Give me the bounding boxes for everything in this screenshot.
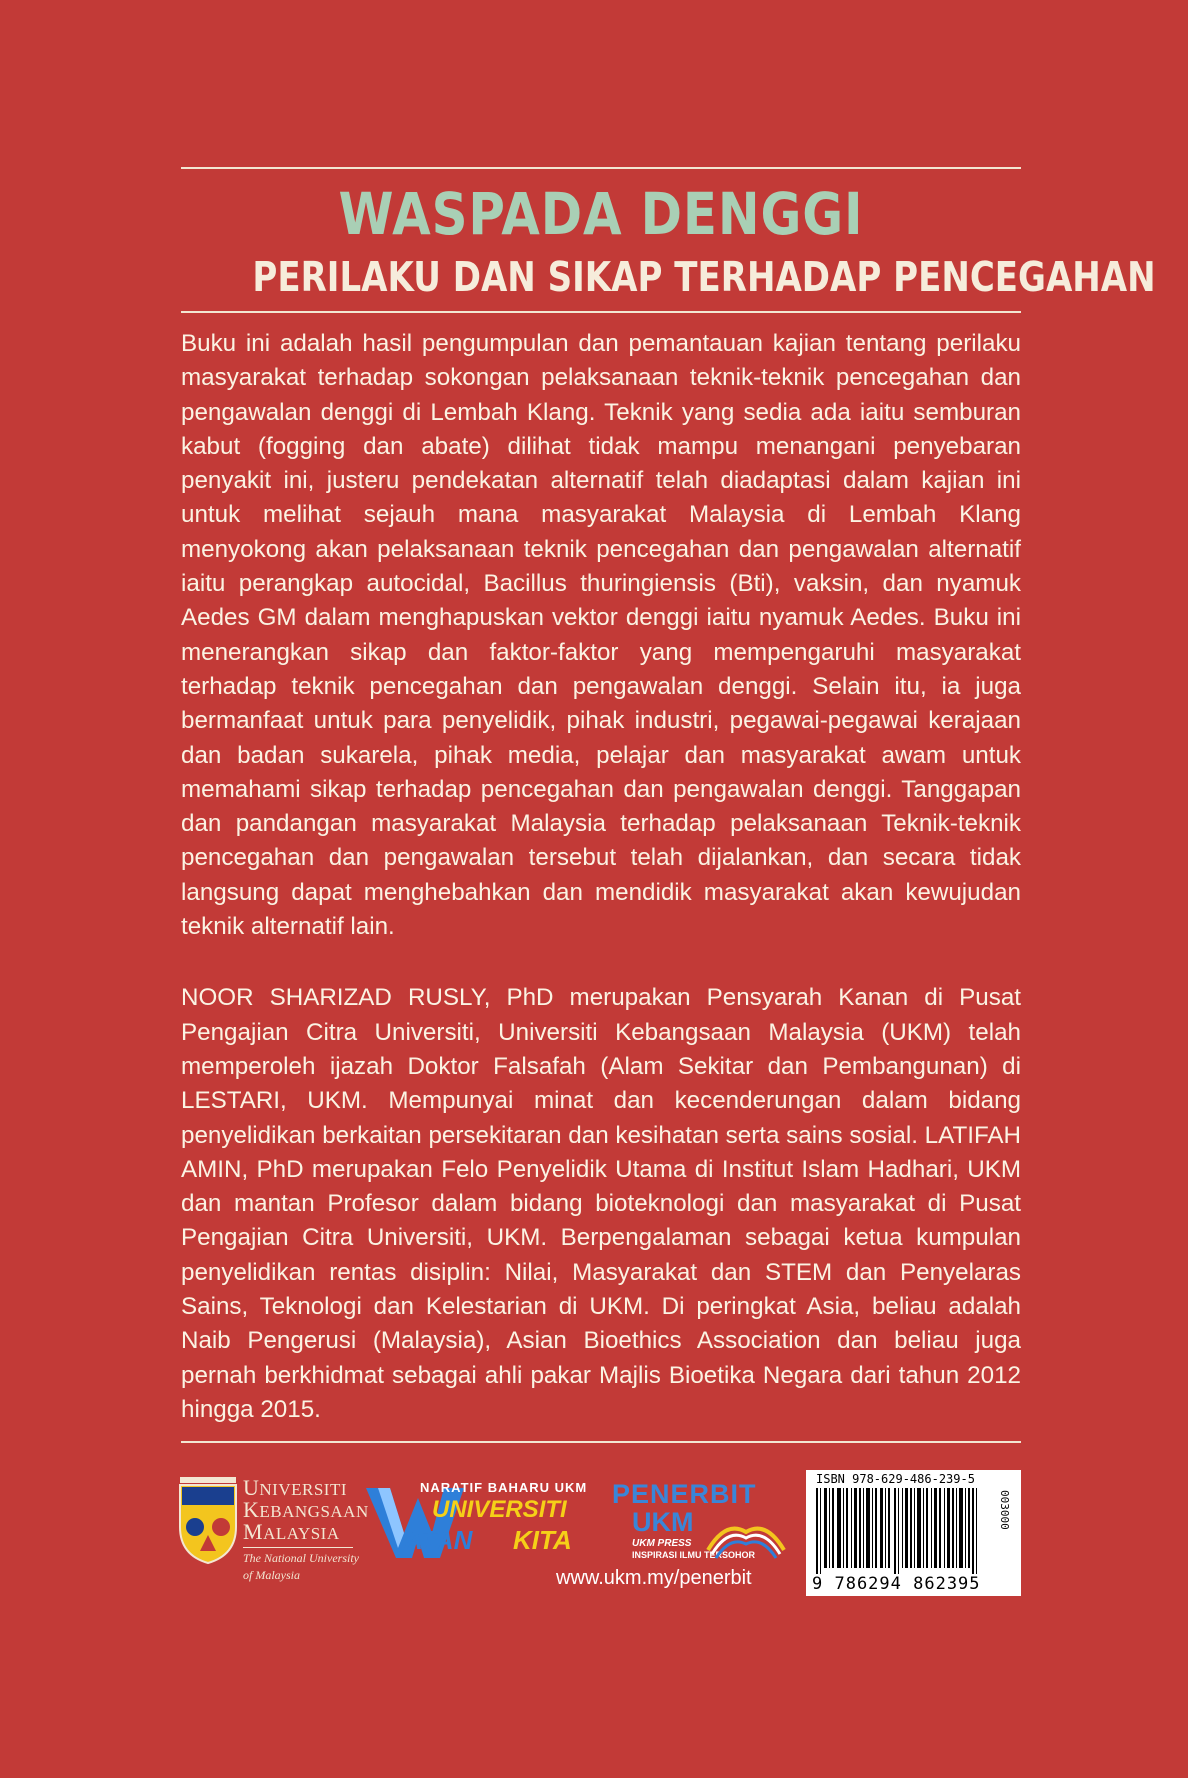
subtitle-rule bbox=[181, 311, 1021, 313]
ukm-wordmark bbox=[243, 1475, 369, 1582]
ukm-cap-m: M bbox=[243, 1519, 264, 1544]
ukm-press-label: UKM PRESS bbox=[632, 1538, 692, 1549]
ukm-line-1: NIVERSITI bbox=[259, 1480, 347, 1499]
cover-text-block bbox=[181, 167, 1156, 1427]
author-bio-paragraph: NOOR SHARIZAD RUSLY, PhD merupakan Pensyarah Kanan di Pusat Pengajian Citra Universiti, Universiti Kebangsaan Malaysia (UKM) telah memperoleh ijazah Doktor Falsafah (Alam Sekitar dan Pembangunan) di LESTARI, UKM. Mempunyai minat dan kecenderungan dalam bidang penyelidikan berkaitan persekitaran dan kesihatan serta sains sosial. LATIFAH AMIN, PhD merupakan Felo Penyelidik Utama di Institut Islam Hadhari, UKM dan mantan Profesor dalam bidang bioteknologi dan masyarakat di Pusat Pengajian Citra Universiti, UKM. Berpengalaman sebagai ketua kumpulan penyelidikan rentas disiplin: Nilai, Masyarakat dan STEM dan Penyelaras Sains, Teknologi dan Kelestarian di UKM. Di peringkat Asia, beliau adalah Naib Pengerusi (Malaysia), Asian Bioethics Association dan beliau juga pernah berkhidmat sebagai ahli pakar Majlis Bioetika Negara dari tahun 2012 hingga 2015. bbox=[181, 984, 1021, 1423]
ukm-tagline-2: of Malaysia bbox=[243, 1568, 300, 1582]
isbn-label: ISBN 978-629-486-239-5 bbox=[816, 1472, 975, 1486]
blurb-paragraph: Buku ini adalah hasil pengumpulan dan pemantauan kajian tentang perilaku masyarakat terhadap sokongan pelaksanaan teknik-teknik pencegahan dan pengawalan denggi di Lembah Klang. Teknik yang sedia ada iaitu semburan kabut (fogging dan abate) dilihat tidak mampu menangani penyebaran penyakit ini, justeru pendekatan alternatif telah diadaptasi dalam kajian ini untuk melihat sejauh mana masyarakat Malaysia di Lembah Klang menyokong akan pelaksanaan teknik pencegahan dan pengawalan alternatif iaitu perangkap autocidal, Bacillus thuringiensis (Bti), vaksin, dan nyamuk Aedes GM dalam menghapuskan vektor denggi iaitu nyamuk Aedes. Buku ini menerangkan sikap dan faktor-faktor yang mempengaruhi masyarakat terhadap teknik pencegahan dan pengawalan denggi. Selain itu, ia juga bermanfaat untuk para penyelidik, pihak industri, pegawai-pegawai kerajaan dan badan sukarela, pihak media, pelajar dan masyarakat awam untuk memahami sikap terhadap pencegahan dan pengawalan denggi. Tanggapan dan pandangan masyarakat Malaysia terhadap pelaksanaan Teknik-teknik pencegahan dan pengawalan tersebut telah dijalankan, dan secara tidak langsung dapat menghebahkan dan mendidik masyarakat akan kewujudan teknik alternatif lain. bbox=[181, 330, 1021, 941]
ukm-line-3: ALAYSIA bbox=[263, 1524, 340, 1543]
kita-label: KITA bbox=[513, 1525, 572, 1555]
penerbit-ukm-label: UKM bbox=[632, 1507, 694, 1537]
penerbit-url: www.ukm.my/penerbit bbox=[556, 1567, 752, 1589]
bottom-rule bbox=[181, 1441, 1021, 1443]
isbn-barcode bbox=[806, 1470, 1021, 1596]
penerbit-label: PENERBIT bbox=[612, 1479, 757, 1509]
penerbit-tagline: INSPIRASI ILMU TERSOHOR bbox=[632, 1550, 756, 1560]
ukm-line-2: EBANGSAAN bbox=[259, 1502, 369, 1521]
barcode-addon: 003000 bbox=[998, 1490, 1011, 1530]
open-book-icon bbox=[706, 1510, 786, 1560]
top-rule bbox=[181, 167, 1021, 169]
ukm-cap-u: U bbox=[243, 1475, 260, 1500]
naratif-baharu-label: NARATIF BAHARU UKM bbox=[420, 1480, 588, 1495]
ukm-tagline-1: The National University bbox=[243, 1551, 359, 1565]
book-title: WASPADA DENGGI bbox=[338, 180, 864, 248]
ukm-wordmark-rule bbox=[243, 1547, 353, 1548]
barcode-bars bbox=[816, 1488, 992, 1574]
ukm-cap-k: K bbox=[243, 1497, 260, 1522]
universiti-label: UNIVERSITI bbox=[432, 1496, 567, 1523]
watan-label: ATAN bbox=[404, 1525, 473, 1555]
book-subtitle: PERILAKU DAN SIKAP TERHADAP PENCEGAHAN bbox=[252, 253, 1156, 301]
penerbit-ukm-logo bbox=[612, 1479, 757, 1560]
barcode-digits: 9 786294 862395 bbox=[812, 1574, 981, 1594]
